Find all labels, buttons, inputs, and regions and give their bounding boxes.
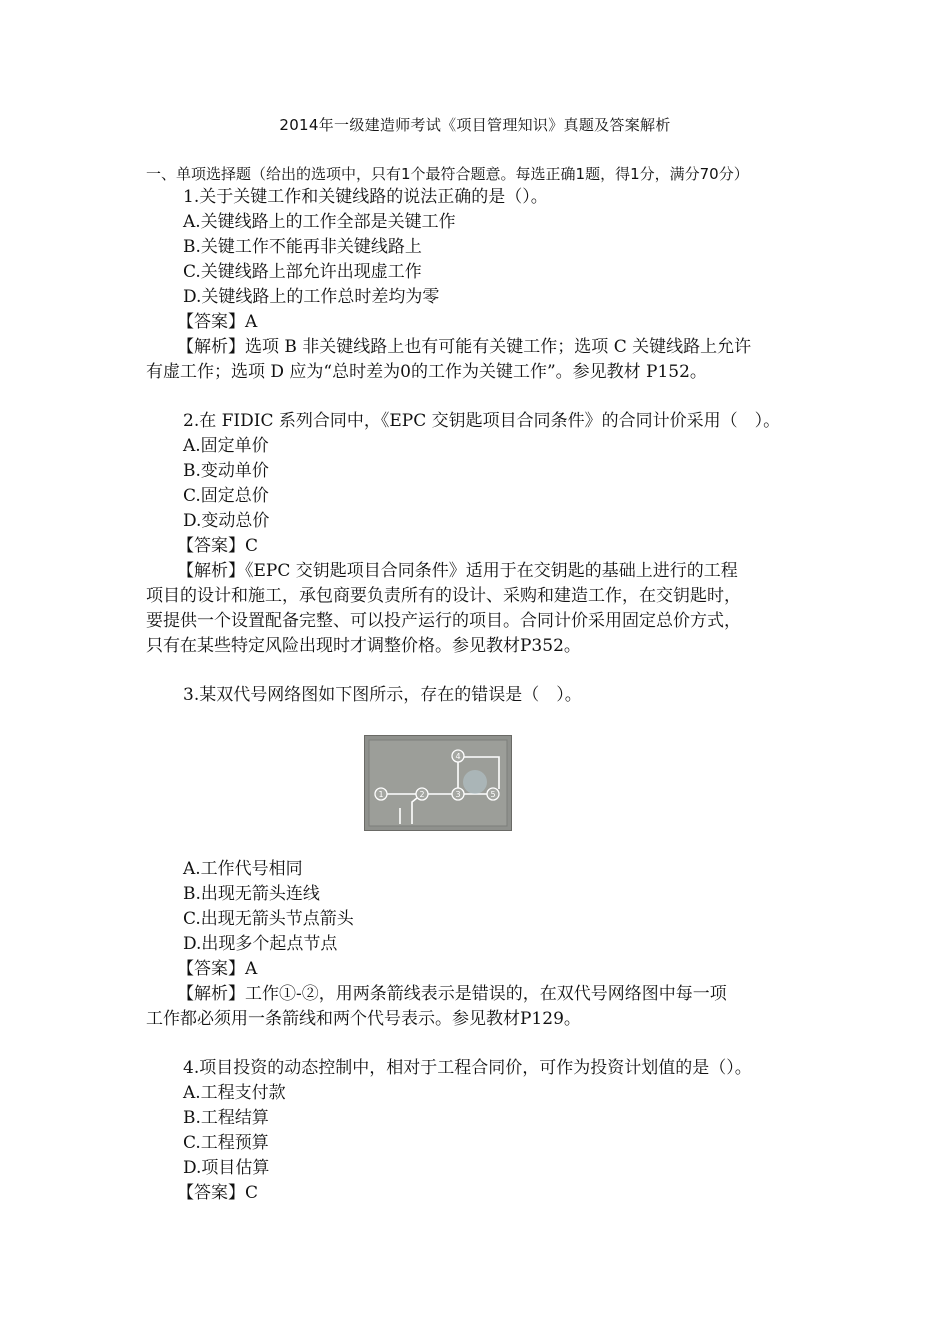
network-diagram-figure xyxy=(364,735,512,831)
node-4-label: 4 xyxy=(455,752,461,761)
question-2-analysis-line-2: 项目的设计和施工，承包商要负责所有的设计、采购和建造工作，在交钥匙时， xyxy=(146,586,741,606)
node-2-label: 2 xyxy=(419,790,425,799)
question-3-option-c: C.出现无箭头节点箭头 xyxy=(183,909,354,929)
node-5-label: 5 xyxy=(490,790,496,799)
network-diagram xyxy=(365,736,511,830)
question-3-analysis-line-1: 【解析】工作①-②，用两条箭线表示是错误的，在双代号网络图中每一项 xyxy=(177,984,727,1004)
question-4-answer: 【答案】C xyxy=(177,1183,259,1203)
node-3-label: 3 xyxy=(455,790,461,799)
question-4-option-a: A.工程支付款 xyxy=(183,1083,286,1103)
question-4-stem: 4.项目投资的动态控制中，相对于工程合同价，可作为投资计划值的是（）。 xyxy=(183,1058,752,1078)
node-1-label: 1 xyxy=(378,790,384,799)
question-2-option-c: C.固定总价 xyxy=(183,486,269,506)
question-1-option-a: A.关键线路上的工作全部是关键工作 xyxy=(183,212,456,232)
section-heading: 一、单项选择题（给出的选项中，只有1个最符合题意。每选正确1题，得1分，满分70分） xyxy=(146,165,749,183)
question-2-analysis-line-1: 【解析】《EPC 交钥匙项目合同条件》适用于在交钥匙的基础上进行的工程 xyxy=(177,561,738,581)
question-4-option-b: B.工程结算 xyxy=(183,1108,269,1128)
question-2-stem: 2.在 FIDIC 系列合同中，《EPC 交钥匙项目合同条件》的合同计价采用（ ）。 xyxy=(183,411,781,431)
question-1-option-b: B.关键工作不能再非关键线路上 xyxy=(183,237,422,257)
document-title: 2014年一级建造师考试《项目管理知识》真题及答案解析 xyxy=(279,116,671,134)
question-2-option-a: A.固定单价 xyxy=(183,436,269,456)
question-2-analysis-line-3: 要提供一个设置配备完整、可以投产运行的项目。合同计价采用固定总价方式， xyxy=(146,611,741,631)
question-2-answer: 【答案】C xyxy=(177,536,259,556)
question-2-option-d: D.变动总价 xyxy=(183,511,270,531)
question-1-option-d: D.关键线路上的工作总时差均为零 xyxy=(183,287,440,307)
question-3-option-b: B.出现无箭头连线 xyxy=(183,884,320,904)
question-1-option-c: C.关键线路上部允许出现虚工作 xyxy=(183,262,422,282)
question-1-analysis-line-2: 有虚工作；选项 D 应为“总时差为0的工作为关键工作”。参见教材 P152。 xyxy=(146,362,707,382)
question-2-analysis-line-4: 只有在某些特定风险出现时才调整价格。参见教材P352。 xyxy=(146,636,581,656)
question-1-answer: 【答案】A xyxy=(177,312,258,332)
question-1-stem: 1.关于关键工作和关键线路的说法正确的是（）。 xyxy=(183,187,548,207)
question-3-option-a: A.工作代号相同 xyxy=(183,859,303,879)
question-3-stem: 3.某双代号网络图如下图所示，存在的错误是（ ）。 xyxy=(183,685,582,705)
watermark-icon xyxy=(463,770,487,794)
question-2-option-b: B.变动单价 xyxy=(183,461,269,481)
question-3-answer: 【答案】A xyxy=(177,959,258,979)
question-3-option-d: D.出现多个起点节点 xyxy=(183,934,338,954)
question-3-analysis-line-2: 工作都必须用一条箭线和两个代号表示。参见教材P129。 xyxy=(146,1009,581,1029)
question-4-option-c: C.工程预算 xyxy=(183,1133,269,1153)
question-1-analysis-line-1: 【解析】选项 B 非关键线路上也有可能有关键工作；选项 C 关键线路上允许 xyxy=(177,337,752,357)
question-4-option-d: D.项目估算 xyxy=(183,1158,270,1178)
